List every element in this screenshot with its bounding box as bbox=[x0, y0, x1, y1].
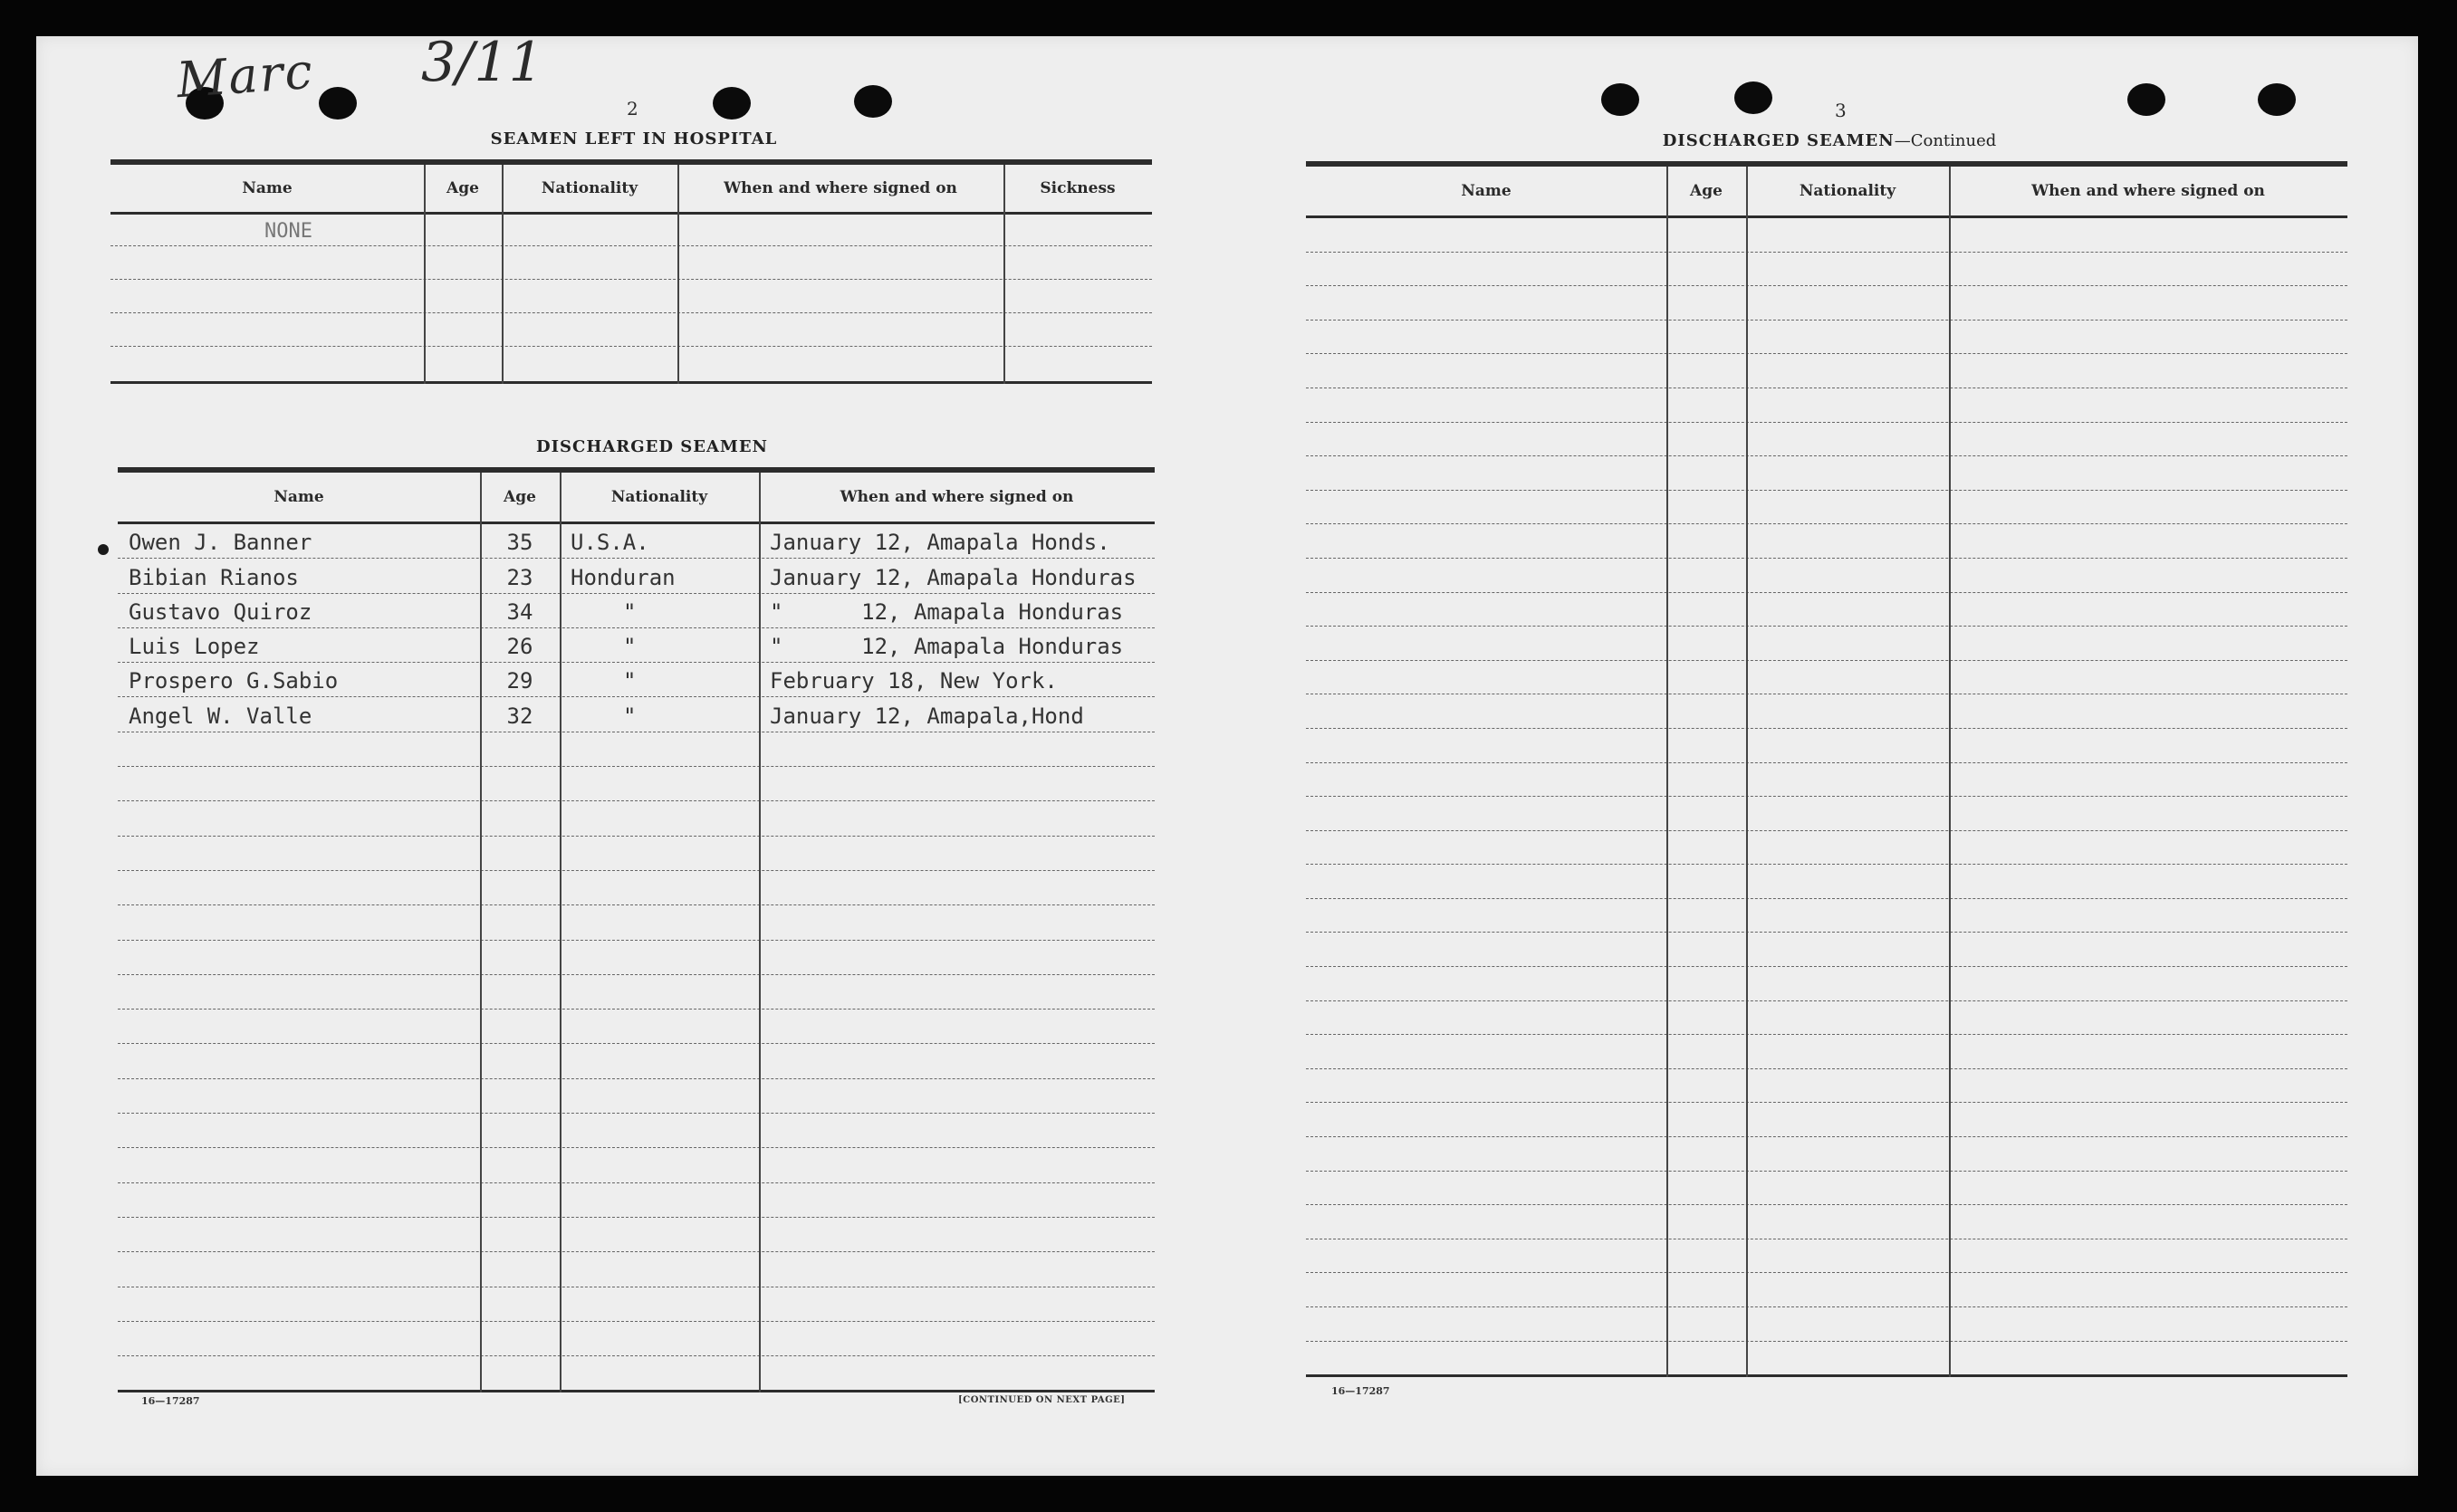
table-row bbox=[1306, 253, 2347, 287]
col-header-nationality: Nationality bbox=[1799, 182, 1896, 200]
seaman-name: Prospero G.Sabio bbox=[129, 668, 339, 694]
table-row bbox=[1306, 1172, 2347, 1206]
column-divider bbox=[1666, 167, 1668, 1377]
table-row bbox=[1306, 1205, 2347, 1239]
seaman-name: Owen J. Banner bbox=[129, 530, 312, 556]
seaman-age: 34 bbox=[506, 598, 533, 625]
discharged-rows bbox=[118, 524, 1155, 1392]
table-row bbox=[1306, 491, 2347, 525]
table-row bbox=[1306, 763, 2347, 798]
table-row bbox=[118, 559, 1155, 593]
table-row bbox=[110, 246, 1152, 280]
table-row bbox=[118, 1148, 1155, 1182]
table-row bbox=[1306, 524, 2347, 559]
seaman-name: Gustavo Quiroz bbox=[129, 598, 312, 625]
table-row bbox=[1306, 1069, 2347, 1104]
column-divider bbox=[502, 165, 504, 384]
column-divider bbox=[424, 165, 426, 384]
table-row bbox=[1306, 321, 2347, 355]
table-row bbox=[118, 1356, 1155, 1392]
seaman-signed-on: " 12, Amapala Honduras bbox=[770, 598, 1124, 625]
table-row bbox=[118, 1114, 1155, 1148]
punch-hole-icon bbox=[1601, 83, 1639, 116]
table-row bbox=[1306, 899, 2347, 933]
seaman-signed-on: January 12, Amapala Honduras bbox=[770, 564, 1137, 590]
page-number-right: 3 bbox=[1835, 100, 1847, 121]
continued-table bbox=[1306, 161, 2347, 1377]
continued-rows bbox=[1306, 218, 2347, 1377]
continued-note: [CONTINUED ON NEXT PAGE] bbox=[958, 1395, 1126, 1405]
table-row bbox=[1306, 967, 2347, 1001]
seaman-nationality: " bbox=[623, 668, 637, 694]
col-header-name: Name bbox=[242, 179, 293, 197]
table-row bbox=[1306, 797, 2347, 831]
table-row bbox=[1306, 1307, 2347, 1342]
table-row bbox=[118, 628, 1155, 663]
table-row bbox=[110, 215, 1152, 246]
table-row bbox=[1306, 1137, 2347, 1172]
column-divider bbox=[1746, 167, 1748, 1377]
seaman-nationality: " bbox=[623, 634, 637, 660]
column-divider bbox=[1949, 167, 1951, 1377]
col-header-nationality: Nationality bbox=[610, 488, 708, 506]
page-number-left: 2 bbox=[627, 98, 638, 120]
continued-section-title bbox=[1576, 131, 2083, 150]
discharged-section-title: DISCHARGED SEAMEN bbox=[535, 437, 769, 456]
seaman-name: Bibian Rianos bbox=[129, 564, 299, 590]
column-divider bbox=[1003, 165, 1005, 384]
hospital-none-entry: NONE bbox=[264, 220, 312, 243]
col-header-age: Age bbox=[446, 179, 479, 197]
hospital-section-title: SEAMEN LEFT IN HOSPITAL bbox=[490, 129, 778, 148]
seaman-signed-on: February 18, New York. bbox=[770, 668, 1058, 694]
table-row bbox=[118, 594, 1155, 628]
seaman-age: 23 bbox=[506, 564, 533, 590]
form-number: 16—17287 bbox=[141, 1395, 200, 1407]
table-row bbox=[1306, 694, 2347, 729]
col-header-nationality: Nationality bbox=[541, 179, 638, 197]
seaman-age: 32 bbox=[506, 703, 533, 729]
table-row bbox=[1306, 1273, 2347, 1307]
bullet-mark-icon bbox=[98, 544, 109, 555]
discharged-table bbox=[118, 467, 1155, 1392]
table-row bbox=[110, 347, 1152, 384]
table-row bbox=[1306, 423, 2347, 457]
continued-title-suffix: —Continued bbox=[1894, 131, 1997, 150]
punch-hole-icon bbox=[713, 87, 751, 120]
hospital-table bbox=[110, 159, 1152, 384]
punch-hole-icon bbox=[319, 87, 357, 120]
punch-hole-icon bbox=[2127, 83, 2165, 116]
continued-table-header bbox=[1306, 167, 2347, 218]
handwritten-date: 3/11 bbox=[421, 31, 543, 94]
hospital-table-header bbox=[110, 165, 1152, 215]
table-row bbox=[1306, 1035, 2347, 1069]
col-header-signed-on: When and where signed on bbox=[2031, 182, 2265, 200]
table-row bbox=[118, 1218, 1155, 1252]
table-row bbox=[118, 1079, 1155, 1114]
table-row bbox=[1306, 1001, 2347, 1036]
table-row bbox=[118, 1044, 1155, 1078]
table-row bbox=[1306, 286, 2347, 321]
column-divider bbox=[677, 165, 679, 384]
table-row bbox=[118, 837, 1155, 871]
table-row bbox=[1306, 661, 2347, 695]
table-row bbox=[1306, 354, 2347, 388]
table-row bbox=[118, 905, 1155, 940]
table-row bbox=[110, 280, 1152, 313]
seaman-age: 29 bbox=[506, 668, 533, 694]
column-divider bbox=[759, 473, 761, 1392]
seaman-nationality: U.S.A. bbox=[571, 530, 649, 556]
form-number: 16—17287 bbox=[1331, 1385, 1390, 1397]
col-header-signed-on: When and where signed on bbox=[840, 488, 1074, 506]
table-row bbox=[118, 1183, 1155, 1218]
seaman-signed-on: January 12, Amapala Honds. bbox=[770, 530, 1110, 556]
col-header-name: Name bbox=[1461, 182, 1512, 200]
seaman-nationality: " bbox=[623, 703, 637, 729]
table-row bbox=[1306, 593, 2347, 627]
column-divider bbox=[480, 473, 482, 1392]
table-row bbox=[118, 1287, 1155, 1322]
column-divider bbox=[560, 473, 561, 1392]
col-header-name: Name bbox=[274, 488, 324, 506]
punch-hole-icon bbox=[854, 85, 892, 118]
table-row bbox=[118, 871, 1155, 905]
seaman-signed-on: " 12, Amapala Honduras bbox=[770, 634, 1124, 660]
table-row bbox=[118, 1322, 1155, 1356]
col-header-age: Age bbox=[504, 488, 536, 506]
table-row bbox=[1306, 1239, 2347, 1274]
table-row bbox=[118, 801, 1155, 836]
table-row bbox=[118, 1010, 1155, 1044]
table-row bbox=[1306, 933, 2347, 967]
punch-hole-icon bbox=[1734, 81, 1772, 114]
table-row bbox=[1306, 1103, 2347, 1137]
table-row bbox=[118, 975, 1155, 1010]
col-header-signed-on: When and where signed on bbox=[724, 179, 957, 197]
seaman-age: 35 bbox=[506, 530, 533, 556]
col-header-age: Age bbox=[1690, 182, 1723, 200]
punch-hole-icon bbox=[2258, 83, 2296, 116]
table-row bbox=[118, 941, 1155, 975]
col-header-sickness: Sickness bbox=[1040, 179, 1116, 197]
table-row bbox=[1306, 218, 2347, 253]
seaman-name: Angel W. Valle bbox=[129, 703, 312, 729]
table-row bbox=[1306, 1342, 2347, 1378]
table-row bbox=[110, 313, 1152, 347]
seaman-nationality: Honduran bbox=[571, 564, 676, 590]
seaman-nationality: " bbox=[623, 598, 637, 625]
table-row bbox=[118, 524, 1155, 559]
continued-title-text: DISCHARGED SEAMEN bbox=[1662, 131, 1895, 150]
seaman-name: Luis Lopez bbox=[129, 634, 260, 660]
table-row bbox=[1306, 831, 2347, 866]
table-row bbox=[1306, 865, 2347, 899]
table-row bbox=[1306, 729, 2347, 763]
table-row bbox=[1306, 456, 2347, 491]
table-row bbox=[118, 663, 1155, 697]
seaman-age: 26 bbox=[506, 634, 533, 660]
table-row bbox=[118, 732, 1155, 767]
table-row bbox=[1306, 627, 2347, 661]
table-row bbox=[118, 1252, 1155, 1287]
table-row bbox=[118, 767, 1155, 801]
table-row bbox=[118, 697, 1155, 732]
table-row bbox=[1306, 388, 2347, 423]
table-row bbox=[1306, 559, 2347, 593]
handwritten-note: Marc bbox=[174, 42, 316, 110]
discharged-table-header bbox=[118, 473, 1155, 524]
seaman-signed-on: January 12, Amapala,Hond bbox=[770, 703, 1084, 729]
